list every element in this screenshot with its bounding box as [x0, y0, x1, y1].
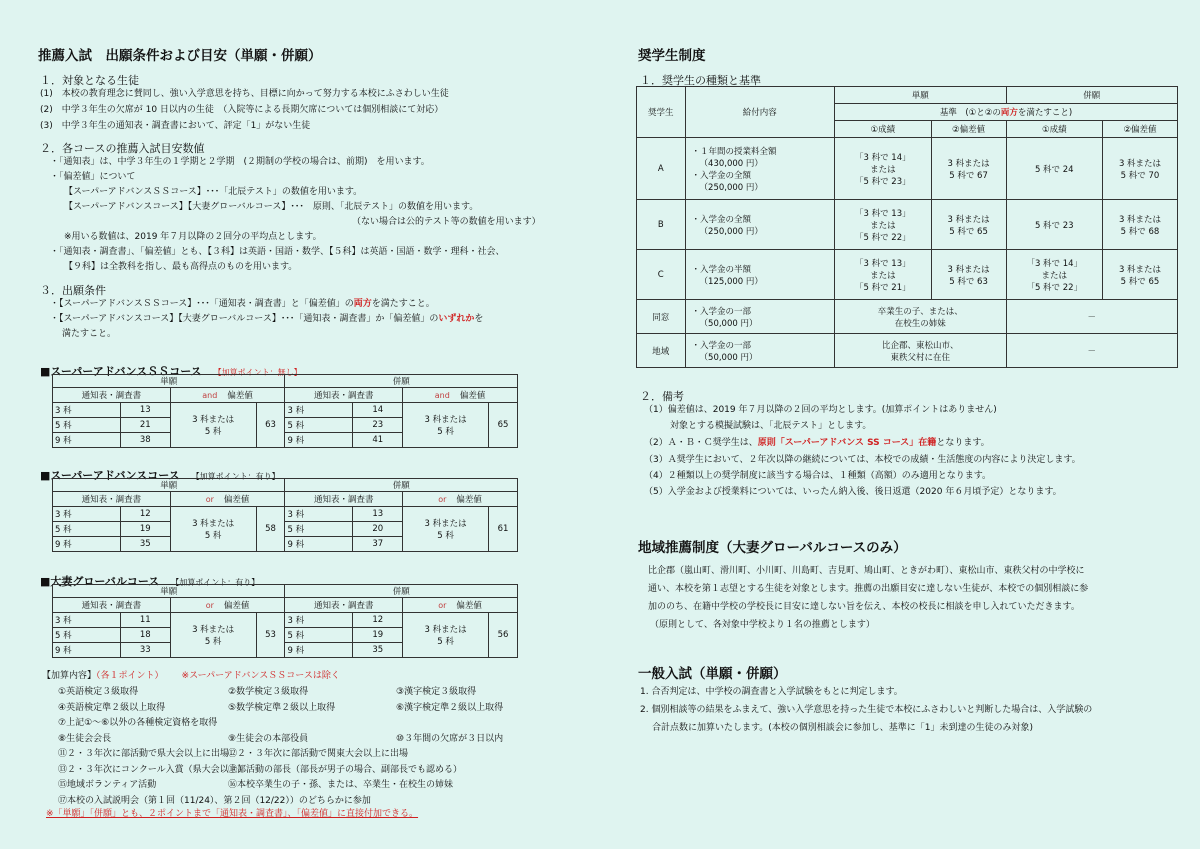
text-span: or: [205, 601, 214, 610]
table-cell: 5 科: [53, 628, 121, 643]
table-cell: 比企郡、東松山市、 東秩父村に在住: [835, 334, 1006, 368]
table-cell: [170, 492, 285, 507]
region-body: [648, 562, 1088, 634]
table-cell: C: [637, 250, 686, 300]
bonus-item: ⑥漢字検定準２級以上取得: [396, 702, 504, 713]
table-cell: 9 科: [53, 433, 121, 448]
table-cell: 併願: [1006, 87, 1177, 104]
note-line: （3）Ａ奨学生において、２年次以降の継続については、本校での成績・生活態度の内容により決定します。: [644, 455, 1081, 465]
table-cell: 併願: [285, 585, 518, 598]
table-cell: 23: [353, 418, 403, 433]
table-cell: 「3 科で 14」 または 「5 科で 22」: [1006, 250, 1102, 300]
bonus-item: ⑧生徒会会長: [58, 733, 112, 744]
course-table: [52, 478, 518, 552]
table-row: [53, 388, 518, 403]
bonus-item: ⑩３年間の欠席が３日以内: [396, 733, 504, 744]
text-span: 【加算内容】: [42, 671, 97, 681]
table-cell: 「3 科で 14」 または 「5 科で 23」: [835, 138, 931, 200]
text-span: or: [205, 495, 214, 504]
text-line: [50, 298, 435, 311]
table-cell: 56: [489, 613, 518, 658]
text-line: 【スーパーアドバンスＳＳコース】･･･「北辰テスト」の数値を用います。: [64, 187, 363, 197]
table-cell: [170, 598, 285, 613]
table-cell: 9 科: [285, 643, 353, 658]
text-span: or: [438, 495, 447, 504]
text-line: ・「偏差値」について: [50, 172, 136, 182]
text-span: 偏差値: [456, 601, 482, 611]
text-span: 【加算ポイント：無し】: [213, 368, 302, 377]
table-cell: 3 科または 5 科: [403, 507, 489, 552]
course-table: [52, 584, 518, 658]
table-cell: 20: [353, 522, 403, 537]
text-line: [50, 313, 483, 326]
text-span: ※スーパーアドバンスＳＳコースは除く: [181, 671, 340, 681]
right-page: [600, 0, 1200, 849]
text-span: 【加算ポイント：有り】: [191, 472, 280, 481]
text-span: and: [202, 391, 218, 400]
table-cell: 63: [256, 403, 285, 448]
table-row: [637, 300, 1178, 334]
bonus-item: ⑯本校卒業生の子・孫、または、卒業生・在校生の姉妹: [228, 780, 454, 790]
table-cell: 3 科: [285, 613, 353, 628]
table-row: [53, 403, 518, 418]
table-cell: 3 科: [285, 507, 353, 522]
table-cell: 3 科または 5 科: [403, 403, 489, 448]
note-line: （1）偏差値は、2019 年７月以降の２回の平均とします。(加算ポイントはありません): [644, 405, 997, 415]
bonus-heading: [42, 670, 340, 683]
table-cell: 33: [120, 643, 170, 658]
text-span: 【加算ポイント：有り】: [171, 578, 260, 587]
table-cell: [685, 200, 835, 250]
table-cell: 3 科: [53, 507, 121, 522]
table-row: [53, 375, 518, 388]
table-cell: 38: [120, 433, 170, 448]
note-line: （4）２種類以上の奨学制度に該当する場合は、１種類（高額）のみ適用となります。: [644, 471, 992, 481]
table-cell: 3 科または 5 科: [170, 403, 256, 448]
table-cell: 9 科: [53, 537, 121, 552]
text-span: （430,000 円）: [699, 158, 763, 169]
text-span: ・入学金の半額: [691, 264, 752, 275]
general-line: 合計点数に加算いたします。(本校の個別相談会に参加し、基準に「1」未到達の生徒のみ対象): [652, 723, 1034, 733]
table-cell: 5 科: [285, 628, 353, 643]
table-cell: 5 科で 23: [1006, 200, 1102, 250]
table-cell: [285, 598, 403, 613]
table-cell: [285, 388, 403, 403]
table-cell: ②偏差値: [931, 121, 1006, 138]
text-line: ・「通知表・調査書」、「偏差値」とも、【３科】は英語・国語・数学、【５科】は英語・国語・数学・理科・社会、: [50, 247, 505, 257]
table-cell: [53, 388, 171, 403]
scholarship-title: 奨学生制度: [638, 48, 706, 64]
table-cell: 53: [256, 613, 285, 658]
table-row: [53, 507, 518, 522]
table-cell: 併願: [285, 375, 518, 388]
table-cell: 5 科で 24: [1006, 138, 1102, 200]
table-cell: 5 科: [53, 522, 121, 537]
bonus-item: ②数学検定３級取得: [228, 687, 309, 697]
text-line: 【スーパーアドバンスコース】【大妻グローバルコース】･･･ 原則、「北辰テスト」の数値を用います。: [64, 202, 479, 212]
table-cell: 35: [353, 643, 403, 658]
bonus-item: ⑬２・３年次にコンクール入賞（県大会以上）: [58, 764, 247, 775]
text-span: を満たすこと): [1017, 108, 1073, 118]
table-cell: 9 科: [285, 433, 353, 448]
bonus-item: ④英語検定準２級以上取得: [58, 702, 166, 713]
text-span: を: [474, 314, 484, 324]
section-heading: １．対象となる生徒: [40, 74, 139, 87]
text-span: 偏差値: [223, 601, 250, 611]
table-row: [637, 200, 1178, 250]
table-cell: 3 科または 5 科で 68: [1103, 200, 1178, 250]
bonus-item: ①英語検定３級取得: [58, 687, 139, 697]
table-cell: 地域: [637, 334, 686, 368]
course-table: [52, 374, 518, 448]
table-cell: [403, 388, 518, 403]
text-line: （ない場合は公的テスト等の数値を用います）: [352, 217, 541, 227]
text-span: 比企郡（嵐山町、滑川町、小川町、川島町、吉見町、鳩山町、ときがわ町）、東松山市、東秩父村の中学校に: [648, 566, 1085, 576]
table-cell: 3 科: [53, 613, 121, 628]
table-cell: 3 科または 5 科で 67: [931, 138, 1006, 200]
bonus-item: ⑭部活動の部長（部長が男子の場合、副部長でも認める）: [228, 764, 463, 775]
table-cell: [53, 598, 171, 613]
note-line: （5）入学金および授業料については、いったん納入後、後日返還（2020 年６月頃予定）となります。: [644, 487, 1062, 497]
table-cell: －: [1006, 334, 1177, 368]
table-cell: 13: [353, 507, 403, 522]
text-span: 偏差値: [227, 391, 253, 401]
table-cell: 「3 科で 13」 または 「5 科で 22」: [835, 200, 931, 250]
table-cell: 単願: [53, 585, 285, 598]
table-cell: 3 科: [53, 403, 121, 418]
table-cell: 12: [120, 507, 170, 522]
table-cell: 9 科: [285, 537, 353, 552]
table-cell: 3 科または 5 科: [170, 507, 256, 552]
text-span: 通い、本校を第１志望とする生徒を対象とします。推薦の出願目安に達しない生徒が、本校での個別相談に参: [648, 584, 1089, 594]
table-cell: 12: [353, 613, 403, 628]
text-span: 通知表・調査書: [81, 391, 142, 401]
bonus-item: ⑰本校の入試説明会（第１回（11/24）、第２回（12/22））のどちらかに参加: [58, 795, 371, 806]
text-span: （250,000 円）: [699, 226, 763, 237]
text-span: を満たすこと。: [371, 299, 435, 309]
table-cell: 58: [256, 507, 285, 552]
table-cell: 3 科または 5 科: [403, 613, 489, 658]
text-span: 通知表・調査書: [81, 495, 142, 505]
table-cell: 卒業生の子、または、 在校生の姉妹: [835, 300, 1006, 334]
text-span: （250,000 円）: [699, 182, 763, 193]
text-span: ■スーパーアドバンスＳＳコース: [40, 365, 202, 378]
text-span: ■大妻グローバルコース: [40, 575, 160, 588]
section-heading: ３．出願条件: [40, 284, 106, 297]
table-cell: 19: [353, 628, 403, 643]
text-span: 基準 (①と②の: [939, 108, 1001, 118]
table-cell: 13: [120, 403, 170, 418]
general-title: 一般入試（単願・併願）: [638, 666, 787, 682]
text-span: 通知表・調査書: [314, 601, 374, 611]
text-span: 偏差値: [456, 495, 482, 505]
text-span: 原則「スーパーアドバンス SS コース」在籍: [757, 438, 937, 448]
table-row: [53, 598, 518, 613]
text-span: 通知表・調査書: [314, 495, 374, 505]
general-line: 2. 個別相談等の結果をふまえて、強い入学意思を持った生徒で本校にふさわしいと判断した場合は、入学試験の: [640, 705, 1093, 715]
criteria-item: (1) 本校の教育理念に賛同し、強い入学意思を持ち、目標に向かって努力する本校にふさわしい生徒: [40, 89, 449, 99]
text-span: 加ののち、在籍中学校の学校長に目安に達しない旨を伝え、本校の校長に相談を申し入れていただきます。: [648, 602, 1080, 612]
text-span: ■スーパーアドバンスコース: [40, 469, 180, 482]
table-row: [637, 138, 1178, 200]
text-span: いずれか: [438, 314, 475, 324]
table-cell: ①成績: [835, 121, 931, 138]
table-row: [637, 250, 1178, 300]
text-span: ・入学金の全額: [691, 214, 752, 225]
table-cell: ②偏差値: [1103, 121, 1178, 138]
table-cell: 5 科: [285, 522, 353, 537]
table-cell: [685, 138, 835, 200]
table-cell: 11: [120, 613, 170, 628]
scholarship-table: [636, 86, 1178, 368]
text-span: となります。: [936, 438, 990, 448]
table-cell: [685, 334, 835, 368]
notes-heading: ２．備考: [640, 390, 684, 403]
text-span: 両方: [1000, 108, 1018, 118]
table-cell: A: [637, 138, 686, 200]
table-cell: 給付内容: [685, 87, 835, 138]
text-span: 通知表・調査書: [81, 601, 142, 611]
table-cell: 65: [489, 403, 518, 448]
text-span: （50,000 円）: [699, 352, 758, 363]
text-span: （各１ポイント）: [96, 671, 164, 681]
table-cell: 単願: [835, 87, 1006, 104]
table-cell: 9 科: [53, 643, 121, 658]
table-cell: 37: [353, 537, 403, 552]
text-span: ・入学金の一部: [691, 340, 752, 351]
text-span: ・１年間の授業料全額: [691, 146, 777, 157]
text-span: 通知表・調査書: [314, 391, 374, 401]
table-cell: 3 科または 5 科で 70: [1103, 138, 1178, 200]
note-line: [644, 437, 990, 450]
page-title: 推薦入試 出願条件および目安（単願・併願）: [38, 48, 322, 64]
criteria-item: (2) 中学３年生の欠席が 10 日以内の生徒 （入院等による長期欠席については個別相談にて対応）: [40, 105, 444, 115]
text-span: ・【スーパーアドバンスコース】【大妻グローバルコース】･･･「通知表・調査書」か「偏差値」の: [50, 314, 439, 324]
bonus-item: ③漢字検定３級取得: [396, 687, 477, 697]
bonus-item: ⑫２・３年次に部活動で関東大会以上に出場: [228, 749, 409, 759]
general-line: 1. 合否判定は、中学校の調査書と入学試験をもとに判定します。: [640, 687, 903, 697]
table-cell: 3 科または 5 科: [170, 613, 256, 658]
table-cell: 18: [120, 628, 170, 643]
region-title: 地域推薦制度（大妻グローバルコースのみ）: [638, 540, 907, 556]
table-cell: 14: [353, 403, 403, 418]
note-line: 対象とする模擬試験は、「北辰テスト」とします。: [670, 421, 872, 431]
table-cell: 3 科または 5 科で 65: [1103, 250, 1178, 300]
table-cell: [403, 492, 518, 507]
bonus-item: ⑨生徒会の本部役員: [228, 733, 309, 744]
text-span: ・入学金の一部: [691, 306, 752, 317]
table-cell: 35: [120, 537, 170, 552]
table-cell: ①成績: [1006, 121, 1102, 138]
table-row: [637, 87, 1178, 104]
text-span: ・【スーパーアドバンスＳＳコース】･･･「通知表・調査書」と「偏差値」の: [50, 299, 354, 309]
table-row: [637, 334, 1178, 368]
table-row: [53, 492, 518, 507]
text-span: ・入学金の全額: [691, 170, 752, 181]
table-cell: [685, 250, 835, 300]
bonus-item: ⑦上記①～⑥以外の各種検定資格を取得: [58, 718, 218, 728]
text-line: ・「通知表」は、中学３年生の１学期と２学期 (２期制の学校の場合は、前期) を用います。: [50, 157, 430, 167]
table-cell: 41: [353, 433, 403, 448]
table-cell: [685, 300, 835, 334]
bonus-item: ⑪２・３年次に部活動で県大会以上に出場: [58, 749, 230, 759]
text-span: 偏差値: [223, 495, 250, 505]
table-cell: [53, 492, 171, 507]
text-span: （原則として、各対象中学校より１名の推薦とします）: [650, 620, 875, 630]
criteria-item: (3) 中学３年生の通知表・調査書において、評定「1」がない生徒: [40, 121, 311, 131]
table-cell: B: [637, 200, 686, 250]
text-span: （125,000 円）: [699, 276, 763, 287]
text-line: ※用いる数値は、2019 年７月以降の２回分の平均点とします。: [64, 232, 322, 242]
section-heading: １．奨学生の種類と基準: [640, 74, 761, 87]
table-cell: [170, 388, 285, 403]
bonus-note: ※「単願」「併願」とも、２ポイントまで「通知表・調査書」、「偏差値」に直接付加できる。: [46, 809, 419, 819]
text-span: 偏差値: [459, 391, 486, 401]
table-cell: 奨学生: [637, 87, 686, 138]
table-cell: [403, 598, 518, 613]
table-row: [53, 585, 518, 598]
table-row: [53, 479, 518, 492]
table-cell: 19: [120, 522, 170, 537]
table-cell: [285, 492, 403, 507]
text-span: （2）Ａ・Ｂ・Ｃ奨学生は、: [644, 438, 758, 448]
table-cell: 5 科: [285, 418, 353, 433]
table-cell: －: [1006, 300, 1177, 334]
text-line: 満たすこと。: [62, 329, 117, 339]
table-cell: 単願: [53, 375, 285, 388]
text-span: and: [434, 391, 450, 400]
table-cell: 3 科または 5 科で 63: [931, 250, 1006, 300]
section-heading: ２．各コースの推薦入試目安数値: [40, 142, 205, 155]
text-line: 【９科】は全教科を指し、最も高得点のものを用います。: [64, 262, 298, 272]
table-cell: 併願: [285, 479, 518, 492]
table-cell: 3 科: [285, 403, 353, 418]
table-cell: 5 科: [53, 418, 121, 433]
text-span: 両方: [353, 299, 372, 309]
bonus-item: ⑤数学検定準２級以上取得: [228, 702, 336, 713]
table-cell: 単願: [53, 479, 285, 492]
text-span: or: [438, 601, 447, 610]
table-cell: 61: [489, 507, 518, 552]
table-cell: 3 科または 5 科で 65: [931, 200, 1006, 250]
bonus-item: ⑮地域ボランティア活動: [58, 780, 157, 790]
table-cell: 「3 科で 13」 または 「5 科で 21」: [835, 250, 931, 300]
table-cell: [835, 104, 1178, 121]
table-row: [53, 613, 518, 628]
table-cell: 21: [120, 418, 170, 433]
text-span: （50,000 円）: [699, 318, 758, 329]
table-cell: 同窓: [637, 300, 686, 334]
